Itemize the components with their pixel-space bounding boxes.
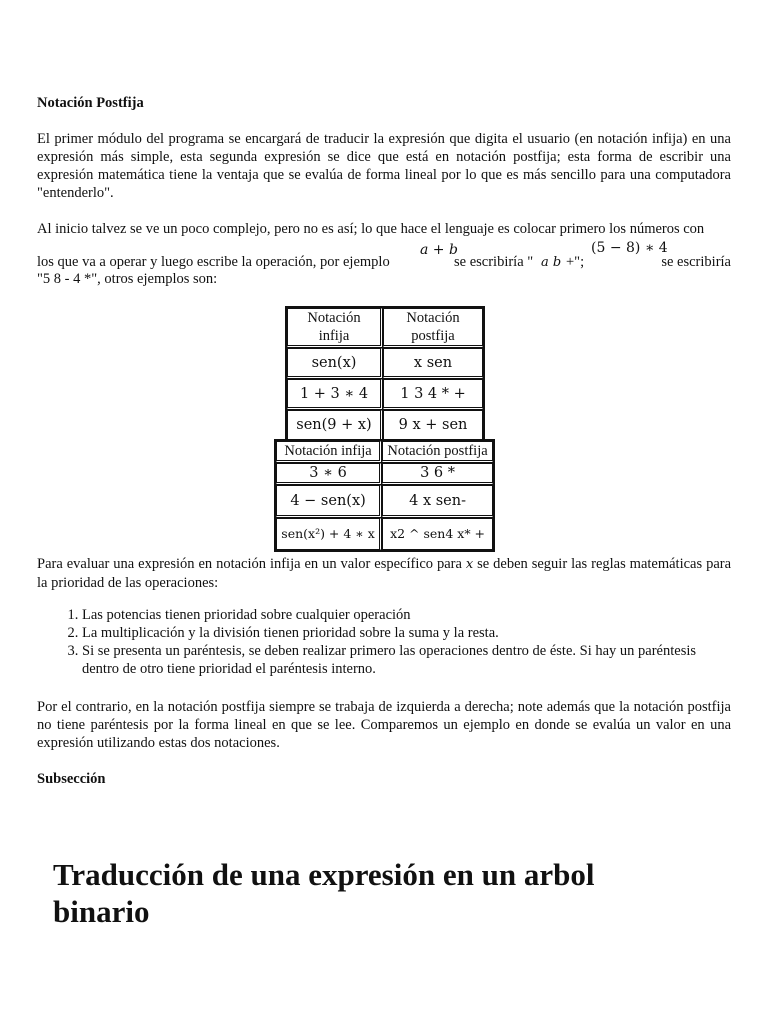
table-cell: sen(9 + x) bbox=[287, 410, 383, 440]
paragraph-evaluation bbox=[37, 555, 731, 592]
table-header-cell bbox=[383, 308, 483, 348]
paragraph-text: +"; bbox=[566, 254, 585, 270]
section-title-arbol-binario: Traducción de una expresión en un arbol binario bbox=[53, 857, 595, 929]
table-cell: 1 3 4 * + bbox=[383, 379, 483, 410]
table-cell: 1 + 3 ∗ 4 bbox=[287, 379, 383, 410]
header-text: Notación bbox=[307, 310, 361, 326]
table-header-cell: Notación postfija bbox=[382, 441, 493, 463]
table-cell: sen(x) bbox=[287, 348, 383, 379]
paragraph-intro: El primer módulo del programa se encargará de traducir la expresión que digita el usuario (en notación infija) en una expresión más simple, esta segunda expresión se dice que está en notación postfija; esta forma de escribir una expresión matemática tiene la ventaja que se evalúa de forma lineal por lo que es más sencillo para una computadora "entenderlo". bbox=[37, 131, 731, 201]
math-a-plus-b: a + b bbox=[420, 242, 458, 258]
paragraph-example-line1: Al inicio talvez se ve un poco complejo, pero no es así; lo que hace el lenguaje es colocar primero los números con bbox=[37, 221, 705, 237]
subsection-title: Subsección bbox=[37, 771, 106, 787]
paragraph-postfix-comparison: Por el contrario, en la notación postfija siempre se trabaja de izquierda a derecha; note además que la notación postfija no tiene paréntesis por la forma lineal en que se lee. Comparemos un ejemplo en donde se evalúa un valor en una expresión utilizando estas dos notaciones. bbox=[37, 699, 731, 751]
table-cell: 3 6 * bbox=[382, 463, 493, 485]
table-cell: sen(x²) + 4 ∗ x bbox=[276, 518, 382, 550]
table-cell: x2 ^ sen4 x* + bbox=[382, 518, 493, 550]
math-a-b: a b bbox=[541, 255, 562, 270]
paragraph-example-line3: "5 8 - 4 *", otros ejemplos son: bbox=[37, 271, 218, 287]
paragraph-text: los que va a operar y luego escribe la operación, por ejemplo bbox=[37, 254, 390, 270]
header-text: Notación bbox=[406, 310, 460, 326]
table-header-row bbox=[276, 441, 493, 463]
table-cell: 4 x sen- bbox=[382, 485, 493, 518]
table-row bbox=[287, 410, 483, 440]
table-row bbox=[276, 485, 493, 518]
header-text: postfija bbox=[411, 328, 455, 344]
table-cell: 3 ∗ 6 bbox=[276, 463, 382, 485]
table-header-cell: Notación infija bbox=[276, 441, 382, 463]
notation-table-1 bbox=[285, 306, 485, 442]
list-item: 2. La multiplicación y la división tienen prioridad sobre la suma y la resta. bbox=[82, 624, 732, 642]
list-item: 1. Las potencias tienen prioridad sobre cualquier operación bbox=[82, 606, 732, 624]
table-header-cell bbox=[287, 308, 383, 348]
list-item: 3. Si se presenta un paréntesis, se deben realizar primero las operaciones dentro de éste. Si hay un paréntesis dentro de otro tiene prioridad el paréntesis interno. bbox=[82, 642, 732, 678]
table-row bbox=[276, 518, 493, 550]
math-x: x bbox=[465, 557, 474, 572]
table-row bbox=[287, 379, 483, 410]
math-expression: (5 − 8) ∗ 4 bbox=[591, 240, 668, 256]
paragraph-text: Para evaluar una expresión en notación infija en un valor específico para bbox=[37, 556, 462, 572]
priority-rules-list bbox=[37, 606, 732, 678]
paragraph-text: se escribiría " bbox=[454, 254, 534, 270]
table-row bbox=[276, 463, 493, 485]
table-cell: 9 x + sen bbox=[383, 410, 483, 440]
notation-table-2 bbox=[274, 439, 495, 552]
table-header-row bbox=[287, 308, 483, 348]
table-cell: 4 − sen(x) bbox=[276, 485, 382, 518]
table-row bbox=[287, 348, 483, 379]
paragraph-text: se deben seguir las reglas matemáticas para la prioridad de las operaciones: bbox=[37, 556, 732, 591]
section-title-notacion-postfija: Notación Postfija bbox=[37, 95, 144, 111]
table-cell: x sen bbox=[383, 348, 483, 379]
header-text: infija bbox=[318, 328, 350, 344]
paragraph-text: se escribiría bbox=[661, 254, 731, 270]
